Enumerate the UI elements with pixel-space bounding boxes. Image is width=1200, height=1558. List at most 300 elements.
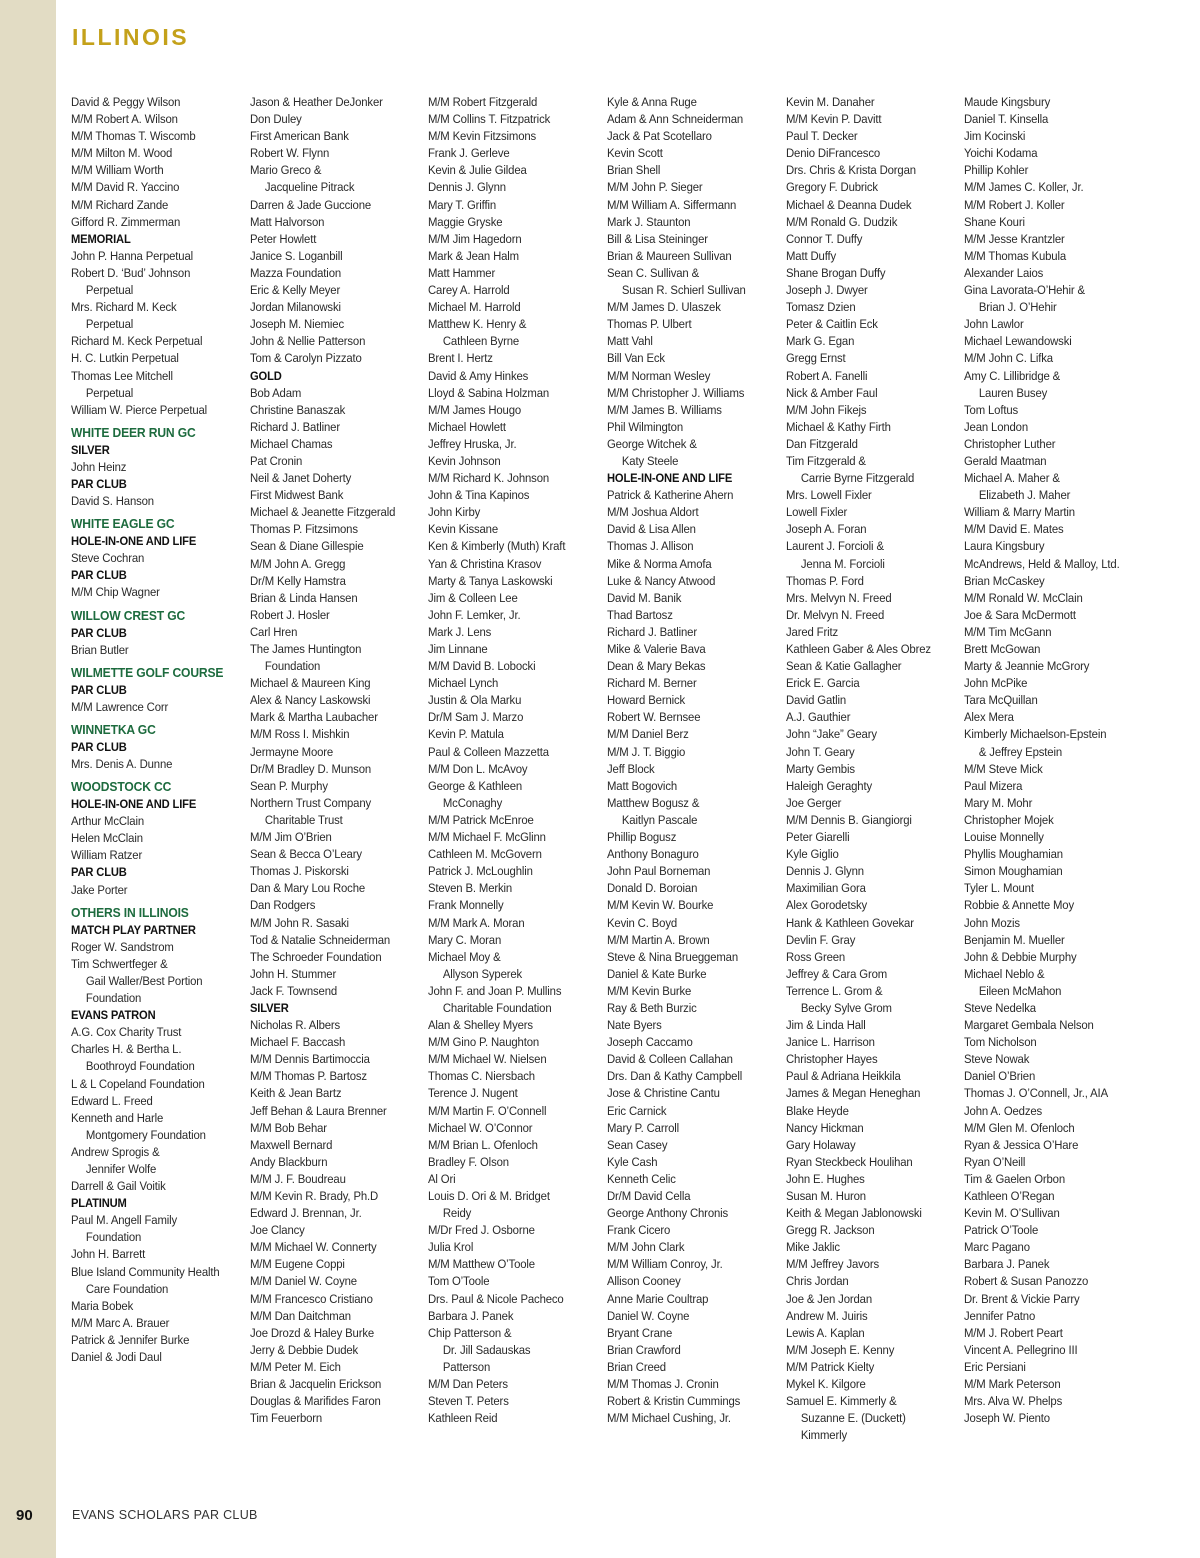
donor-name: M/M Ronald W. McClain bbox=[964, 590, 1083, 605]
donor-name: M/M Lawrence Corr bbox=[71, 699, 169, 714]
donor-name: Matt Halvorson bbox=[250, 214, 325, 229]
donor-name: M/M John Fikejs bbox=[786, 402, 867, 417]
level-heading: PLATINUM bbox=[71, 1196, 127, 1211]
donor-name: Yoichi Kodama bbox=[964, 146, 1038, 161]
donor-name: Northern Trust Company bbox=[250, 795, 372, 810]
donor-name: Kevin C. Boyd bbox=[607, 915, 678, 930]
donor-name: M/M William A. Siffermann bbox=[607, 197, 737, 212]
donor-name: Michael Moy & bbox=[428, 949, 501, 964]
donor-name: M/M Richard Zande bbox=[71, 197, 169, 212]
donor-name: M/M Kevin Fitzsimons bbox=[428, 129, 537, 144]
level-heading: HOLE-IN-ONE AND LIFE bbox=[71, 534, 197, 549]
donor-name: Thad Bartosz bbox=[607, 607, 673, 622]
donor-name: Tom Loftus bbox=[964, 402, 1019, 417]
level-heading: PAR CLUB bbox=[71, 568, 127, 583]
donor-name: Maude Kingsbury bbox=[964, 95, 1051, 109]
donor-name: M/M William Worth bbox=[71, 163, 164, 178]
donor-name: Thomas Lee Mitchell bbox=[71, 368, 173, 383]
donor-name: Tomasz Dzien bbox=[786, 300, 856, 315]
donor-name: Brent I. Hertz bbox=[428, 351, 493, 366]
donor-name: M/M James D. Ulaszek bbox=[607, 300, 721, 315]
donor-name: Tod & Natalie Schneiderman bbox=[250, 932, 391, 947]
donor-name: Daniel O’Brien bbox=[964, 1069, 1036, 1084]
donor-name: Gregg Ernst bbox=[786, 351, 846, 366]
donor-name: Carey A. Harrold bbox=[428, 283, 510, 298]
donor-name: Dr/M Sam J. Marzo bbox=[428, 710, 524, 725]
donor-name: Jean London bbox=[964, 419, 1029, 434]
donor-name: Michael M. Harrold bbox=[428, 300, 521, 315]
donor-name: Mike & Valerie Bava bbox=[607, 642, 706, 656]
donor-name: Barbara J. Panek bbox=[428, 1308, 514, 1323]
club-heading: OTHERS IN ILLINOIS bbox=[71, 904, 189, 920]
donor-name: John McPike bbox=[964, 676, 1028, 691]
donor-name: Mrs. Richard M. Keck bbox=[71, 300, 177, 315]
donor-name: M/M J. Robert Peart bbox=[964, 1325, 1063, 1340]
donor-name: Alan & Shelley Myers bbox=[428, 1018, 533, 1033]
donor-name: Maria Bobek bbox=[71, 1298, 134, 1313]
donor-name: Kenneth Celic bbox=[607, 1171, 676, 1186]
donor-name: Eric Carnick bbox=[607, 1103, 667, 1118]
donor-name: Richard M. Berner bbox=[607, 676, 697, 691]
donor-name: M/M Michael W. Nielsen bbox=[428, 1052, 547, 1067]
donor-name: Robert W. Flynn bbox=[250, 146, 330, 161]
donor-name: M/M Patrick Kielty bbox=[786, 1359, 875, 1374]
donor-name: Mrs. Denis A. Dunne bbox=[71, 757, 173, 771]
donor-name: William & Marry Martin bbox=[964, 505, 1075, 520]
club-heading: WHITE EAGLE GC bbox=[71, 516, 175, 532]
donor-name: Mrs. Melvyn N. Freed bbox=[786, 590, 892, 605]
donor-name: Allison Cooney bbox=[607, 1274, 681, 1289]
donor-name: Matt Bogovich bbox=[607, 778, 678, 793]
donor-name: Samuel E. Kimmerly & bbox=[786, 1394, 897, 1409]
donor-name-continued: Perpetual bbox=[85, 317, 134, 332]
donor-name: M/M Dan Daitchman bbox=[250, 1308, 351, 1323]
donor-name: Ross Green bbox=[786, 949, 846, 964]
donor-name-continued: Jenna M. Forcioli bbox=[800, 556, 885, 571]
donor-name: M/M Milton M. Wood bbox=[71, 146, 173, 161]
donor-name: Jared Fritz bbox=[786, 624, 839, 639]
donor-name: M/M Jesse Krantzler bbox=[964, 231, 1065, 246]
donor-name: M/M Jeffrey Javors bbox=[786, 1257, 880, 1272]
level-heading: EVANS PATRON bbox=[71, 1008, 156, 1023]
donor-name: Sean & Katie Gallagher bbox=[786, 659, 902, 674]
donor-name: Paul & Adriana Heikkila bbox=[786, 1069, 901, 1084]
donor-name: Thomas P. Fitzsimons bbox=[250, 522, 358, 537]
donor-name: Alex Gorodetsky bbox=[786, 898, 868, 913]
donor-name: M/M Richard K. Johnson bbox=[428, 471, 550, 486]
donor-name: The James Huntington bbox=[250, 642, 362, 656]
donor-name: M/M Dennis Bartimoccia bbox=[250, 1052, 370, 1067]
donor-name: Sean & Becca O’Leary bbox=[250, 847, 362, 862]
donor-name: Jim Kocinski bbox=[964, 129, 1026, 144]
donor-name: John A. Oedzes bbox=[964, 1103, 1043, 1118]
donor-name: Dan Rodgers bbox=[250, 898, 316, 913]
level-heading: PAR CLUB bbox=[71, 682, 127, 697]
donor-name: Steven T. Peters bbox=[428, 1394, 509, 1409]
donor-name: Dan Fitzgerald bbox=[786, 436, 858, 451]
donor-name: Jack F. Townsend bbox=[250, 983, 338, 998]
donor-name: M/M Thomas P. Bartosz bbox=[250, 1069, 367, 1084]
donor-name: Barbara J. Panek bbox=[964, 1257, 1050, 1272]
donor-name: A.J. Gauthier bbox=[786, 710, 851, 725]
donor-name: Jordan Milanowski bbox=[250, 300, 341, 315]
donor-name: Thomas C. Niersbach bbox=[428, 1069, 535, 1084]
donor-name: M/M Steve Mick bbox=[964, 761, 1043, 776]
donor-name: M/M Collins T. Fitzpatrick bbox=[428, 112, 551, 127]
donor-name: Shane Brogan Duffy bbox=[786, 265, 886, 280]
donor-name: Nate Byers bbox=[607, 1018, 662, 1033]
donor-name: Dr/M Bradley D. Munson bbox=[250, 761, 372, 776]
donor-name: James & Megan Heneghan bbox=[786, 1086, 921, 1101]
donor-name: M/M John R. Sasaki bbox=[250, 915, 349, 930]
donor-name-continued: Jennifer Wolfe bbox=[85, 1161, 157, 1176]
club-heading: WILMETTE GOLF COURSE bbox=[71, 664, 224, 680]
donor-name: Kyle Giglio bbox=[786, 847, 839, 862]
donor-name: M/M Michael F. McGlinn bbox=[428, 830, 546, 845]
donor-name: John H. Barrett bbox=[71, 1247, 146, 1262]
donor-name-continued: Reidy bbox=[442, 1206, 472, 1221]
donor-name: Christopher Hayes bbox=[786, 1052, 878, 1067]
donor-name: M/M Kevin Burke bbox=[607, 983, 692, 998]
donor-name: Jermayne Moore bbox=[250, 744, 334, 759]
donor-name: Janice S. Loganbill bbox=[250, 248, 343, 263]
donor-name: Drs. Chris & Krista Dorgan bbox=[786, 163, 916, 178]
donor-name: Shane Kouri bbox=[964, 214, 1025, 229]
donor-name: Sean C. Sullivan & bbox=[607, 265, 699, 280]
donor-name: M/M Martin A. Brown bbox=[607, 932, 710, 947]
club-heading: WILLOW CREST GC bbox=[71, 607, 186, 623]
donor-name: Darren & Jade Guccione bbox=[250, 197, 372, 212]
donor-name: Mrs. Alva W. Phelps bbox=[964, 1394, 1063, 1409]
level-heading: PAR CLUB bbox=[71, 739, 127, 754]
donor-name: M/M Joshua Aldort bbox=[607, 505, 699, 520]
donor-name: Jeff Block bbox=[607, 761, 655, 776]
donor-name-continued: Becky Sylve Grom bbox=[800, 1000, 892, 1015]
donor-name: George Witchek & bbox=[607, 436, 697, 451]
donor-column-1 bbox=[71, 94, 249, 1366]
donor-name: M/M Marc A. Brauer bbox=[71, 1315, 170, 1330]
level-heading: SILVER bbox=[71, 442, 110, 457]
donor-name: Brian & Maureen Sullivan bbox=[607, 248, 732, 263]
donor-name: Robert D. ‘Bud’ Johnson bbox=[71, 265, 191, 280]
donor-name: Andrew Sprogis & bbox=[71, 1144, 160, 1159]
donor-name-continued: Jacqueline Pitrack bbox=[264, 180, 355, 195]
donor-name: M/M Robert A. Wilson bbox=[71, 112, 178, 127]
donor-name: Patrick J. McLoughlin bbox=[428, 864, 533, 879]
donor-name: Kevin Scott bbox=[607, 146, 663, 161]
page-number: 90 bbox=[16, 1507, 33, 1524]
donor-name: Tim Schwertfeger & bbox=[71, 956, 168, 971]
donor-name: Kathleen Reid bbox=[428, 1411, 498, 1426]
donor-name: Robert A. Fanelli bbox=[786, 368, 868, 383]
donor-name: Mike Jaklic bbox=[786, 1240, 840, 1255]
publication-name: EVANS SCHOLARS PAR CLUB bbox=[72, 1508, 258, 1522]
donor-name: Peter & Caitlin Eck bbox=[786, 317, 878, 332]
donor-name: M/M David E. Mates bbox=[964, 522, 1064, 537]
donor-name: David & Peggy Wilson bbox=[71, 95, 181, 109]
donor-name: David & Colleen Callahan bbox=[607, 1052, 733, 1067]
donor-name: Mark J. Lens bbox=[428, 624, 492, 639]
level-heading: MEMORIAL bbox=[71, 231, 131, 246]
donor-name: M/M Ronald G. Dudzik bbox=[786, 214, 898, 229]
donor-name: Keith & Megan Jablonowski bbox=[786, 1206, 922, 1221]
donor-name: Brett McGowan bbox=[964, 642, 1041, 656]
donor-name-continued: Boothroyd Foundation bbox=[85, 1059, 195, 1074]
donor-name: Nicholas R. Albers bbox=[250, 1018, 341, 1033]
donor-name: Edward J. Brennan, Jr. bbox=[250, 1206, 362, 1221]
donor-name: M/M Michael Cushing, Jr. bbox=[607, 1411, 731, 1426]
donor-name: Janice L. Harrison bbox=[786, 1035, 875, 1050]
donor-name: Matthew Bogusz & bbox=[607, 795, 700, 810]
donor-name: John & Debbie Murphy bbox=[964, 949, 1077, 964]
donor-name: Neil & Janet Doherty bbox=[250, 471, 352, 486]
donor-name: M/M Gino P. Naughton bbox=[428, 1035, 540, 1050]
donor-name: Mary C. Moran bbox=[428, 932, 502, 947]
donor-name: Eric & Kelly Meyer bbox=[250, 283, 341, 298]
donor-name: Blake Heyde bbox=[786, 1103, 849, 1118]
donor-name: M/M Bob Behar bbox=[250, 1120, 327, 1135]
donor-name: John & Nellie Patterson bbox=[250, 334, 366, 349]
donor-name: Hank & Kathleen Govekar bbox=[786, 915, 914, 930]
donor-name: John E. Hughes bbox=[786, 1171, 865, 1186]
donor-name: Sean Casey bbox=[607, 1137, 668, 1152]
donor-name: Drs. Paul & Nicole Pacheco bbox=[428, 1291, 564, 1306]
donor-name: Ken & Kimberly (Muth) Kraft bbox=[428, 539, 566, 554]
donor-name: Carl Hren bbox=[250, 624, 298, 639]
donor-name: Mary M. Mohr bbox=[964, 795, 1033, 810]
donor-name: Mary T. Griffin bbox=[428, 197, 497, 212]
donor-name: Jeffrey & Cara Grom bbox=[786, 966, 888, 981]
level-heading: PAR CLUB bbox=[71, 865, 127, 880]
donor-name: Patrick & Jennifer Burke bbox=[71, 1332, 190, 1347]
level-heading: PAR CLUB bbox=[71, 476, 127, 491]
donor-name: Laura Kingsbury bbox=[964, 539, 1045, 554]
donor-name: Paul Mizera bbox=[964, 778, 1023, 793]
donor-name: John H. Stummer bbox=[250, 966, 337, 981]
donor-name: Tom O’Toole bbox=[428, 1274, 490, 1289]
donor-name: Eric Persiani bbox=[964, 1359, 1026, 1374]
donor-name: The Schroeder Foundation bbox=[250, 949, 382, 964]
donor-name: Dennis J. Glynn bbox=[786, 864, 864, 879]
donor-name: Maxwell Bernard bbox=[250, 1137, 333, 1152]
donor-name: Susan M. Huron bbox=[786, 1189, 866, 1203]
donor-name: Bradley F. Olson bbox=[428, 1154, 509, 1169]
donor-name: M/M James C. Koller, Jr. bbox=[964, 180, 1084, 195]
donor-name: John & Tina Kapinos bbox=[428, 488, 530, 503]
donor-name: Jose & Christine Cantu bbox=[607, 1086, 720, 1101]
donor-name: M/M Mark A. Moran bbox=[428, 915, 525, 930]
donor-name: Mary P. Carroll bbox=[607, 1120, 680, 1135]
donor-name: M/M Chip Wagner bbox=[71, 585, 160, 600]
donor-name: John P. Hanna Perpetual bbox=[71, 248, 193, 263]
donor-name-continued: Brian J. O’Hehir bbox=[978, 300, 1057, 315]
donor-name: Ryan Steckbeck Houlihan bbox=[786, 1154, 913, 1169]
donor-name: Louis D. Ori & M. Bridget bbox=[428, 1189, 550, 1203]
donor-name: Donald D. Boroian bbox=[607, 881, 698, 896]
donor-name: Joseph J. Dwyer bbox=[786, 283, 868, 298]
donor-name: Terrence L. Grom & bbox=[786, 983, 883, 998]
donor-name: Brian & Jacquelin Erickson bbox=[250, 1377, 382, 1392]
donor-name: Robert & Kristin Cummings bbox=[607, 1394, 741, 1409]
level-heading: HOLE-IN-ONE AND LIFE bbox=[607, 471, 733, 486]
donor-name: Daniel W. Coyne bbox=[607, 1308, 690, 1323]
donor-name: Haleigh Geraghty bbox=[786, 778, 872, 793]
donor-name-continued: Cathleen Byrne bbox=[442, 334, 520, 349]
donor-name: Joe & Sara McDermott bbox=[964, 607, 1076, 622]
donor-name: Robbie & Annette Moy bbox=[964, 898, 1075, 913]
level-heading: SILVER bbox=[250, 1000, 289, 1015]
donor-name: Frank Monnelly bbox=[428, 898, 504, 913]
donor-name: Robert J. Hosler bbox=[250, 607, 330, 622]
donor-name: M/M Joseph E. Kenny bbox=[786, 1342, 895, 1357]
donor-name-continued: Perpetual bbox=[85, 385, 134, 400]
donor-name: Justin & Ola Marku bbox=[428, 693, 522, 708]
donor-name: Michael A. Maher & bbox=[964, 471, 1060, 486]
donor-name: Kevin Kissane bbox=[428, 522, 499, 537]
donor-name: M/M J. F. Boudreau bbox=[250, 1171, 346, 1186]
donor-name: Louise Monnelly bbox=[964, 830, 1044, 845]
donor-name: M/M Mark Peterson bbox=[964, 1377, 1061, 1392]
donor-name: Steve & Nina Brueggeman bbox=[607, 949, 738, 964]
donor-name: Joe Gerger bbox=[786, 795, 842, 810]
donor-name: Michael W. O’Connor bbox=[428, 1120, 533, 1135]
donor-name: Michael Lynch bbox=[428, 676, 499, 691]
donor-name: M/M Thomas T. Wiscomb bbox=[71, 129, 196, 144]
donor-name-continued: Kaitlyn Pascale bbox=[621, 812, 698, 827]
donor-name: M/M Robert J. Koller bbox=[964, 197, 1065, 212]
donor-name: John Mozis bbox=[964, 915, 1020, 930]
donor-name: Phillip Kohler bbox=[964, 163, 1029, 178]
donor-name: Chris Jordan bbox=[786, 1274, 849, 1289]
donor-name-continued: Kimmerly bbox=[800, 1428, 848, 1443]
donor-name: Matthew K. Henry & bbox=[428, 317, 527, 332]
donor-name: Howard Bernick bbox=[607, 693, 686, 708]
donor-name: Richard J. Batliner bbox=[250, 419, 340, 434]
donor-name: Mark J. Staunton bbox=[607, 214, 691, 229]
donor-name-continued: Montgomery Foundation bbox=[85, 1127, 206, 1142]
donor-name: Joseph Caccamo bbox=[607, 1035, 693, 1050]
donor-name: Julia Krol bbox=[428, 1240, 474, 1255]
donor-name: M/M Brian L. Ofenloch bbox=[428, 1137, 538, 1152]
donor-name: Blue Island Community Health bbox=[71, 1264, 220, 1279]
donor-name: Peter Howlett bbox=[250, 231, 317, 246]
donor-name: Christopher Luther bbox=[964, 436, 1056, 451]
donor-name: Thomas P. Ford bbox=[786, 573, 864, 588]
donor-name: Mark & Martha Laubacher bbox=[250, 710, 378, 725]
donor-name: Bill Van Eck bbox=[607, 351, 665, 366]
donor-name: Dr/M Kelly Hamstra bbox=[250, 573, 346, 588]
donor-name: M/M John Clark bbox=[607, 1240, 685, 1255]
donor-name: Michael Neblo & bbox=[964, 966, 1045, 981]
donor-name: Richard J. Batliner bbox=[607, 624, 697, 639]
donor-name: M/M Robert Fitzgerald bbox=[428, 95, 538, 109]
donor-name-continued: Elizabeth J. Maher bbox=[978, 488, 1071, 503]
donor-name: Patrick O’Toole bbox=[964, 1223, 1039, 1238]
donor-name: Michael & Maureen King bbox=[250, 676, 371, 691]
donor-name: Laurent J. Forcioli & bbox=[786, 539, 884, 554]
donor-name: Patrick & Katherine Ahern bbox=[607, 488, 734, 503]
donor-name: Erick E. Garcia bbox=[786, 676, 860, 691]
level-heading: PAR CLUB bbox=[71, 625, 127, 640]
donor-name: Alex Mera bbox=[964, 710, 1014, 725]
donor-name: Cathleen M. McGovern bbox=[428, 847, 542, 862]
donor-name: Daniel & Kate Burke bbox=[607, 966, 707, 981]
donor-name: Margaret Gembala Nelson bbox=[964, 1018, 1094, 1033]
donor-name: Michael Howlett bbox=[428, 419, 506, 434]
donor-name: M/M David R. Yaccino bbox=[71, 180, 180, 195]
donor-name: Jack & Pat Scotellaro bbox=[607, 129, 712, 144]
donor-name: M/M Norman Wesley bbox=[607, 368, 711, 383]
donor-name: Tim & Gaelen Orbon bbox=[964, 1171, 1066, 1186]
donor-name: John Paul Borneman bbox=[607, 864, 711, 879]
donor-name: Robert W. Bernsee bbox=[607, 710, 701, 725]
donor-name-continued: Carrie Byrne Fitzgerald bbox=[800, 471, 915, 486]
donor-name: John F. Lemker, Jr. bbox=[428, 607, 521, 622]
donor-name: M/M Don L. McAvoy bbox=[428, 761, 528, 776]
donor-name: Kimberly Michaelson-Epstein bbox=[964, 727, 1107, 742]
donor-name: M/M Jim Hagedorn bbox=[428, 231, 522, 246]
donor-name: M/M Kevin W. Bourke bbox=[607, 898, 714, 913]
donor-name-continued: & Jeffrey Epstein bbox=[978, 744, 1062, 759]
donor-name-continued: Care Foundation bbox=[85, 1281, 169, 1296]
donor-name-continued: Charitable Trust bbox=[264, 812, 343, 827]
donor-name: Brian & Linda Hansen bbox=[250, 590, 358, 605]
donor-name: Anne Marie Coultrap bbox=[607, 1291, 709, 1306]
donor-name: Keith & Jean Bartz bbox=[250, 1086, 342, 1101]
level-heading: HOLE-IN-ONE AND LIFE bbox=[71, 797, 197, 812]
donor-name: Brian Crawford bbox=[607, 1342, 681, 1357]
donor-name: L & L Copeland Foundation bbox=[71, 1076, 205, 1091]
level-heading: GOLD bbox=[250, 368, 282, 383]
donor-name: Michael & Kathy Firth bbox=[786, 419, 891, 434]
donor-name: Tara McQuillan bbox=[964, 693, 1038, 708]
donor-name: Charles H. & Bertha L. bbox=[71, 1042, 182, 1057]
donor-name: Kyle Cash bbox=[607, 1154, 658, 1169]
donor-name-continued: Gail Waller/Best Portion bbox=[85, 973, 203, 988]
donor-name: Brian Butler bbox=[71, 642, 129, 657]
donor-name: Daniel & Jodi Daul bbox=[71, 1350, 162, 1364]
donor-name: Ray & Beth Burzic bbox=[607, 1000, 697, 1015]
donor-name: Paul & Colleen Mazzetta bbox=[428, 744, 549, 759]
donor-name: Jake Porter bbox=[71, 882, 128, 897]
donor-name: Luke & Nancy Atwood bbox=[607, 573, 716, 588]
donor-name: Jerry & Debbie Dudek bbox=[250, 1342, 359, 1357]
donor-name: Mazza Foundation bbox=[250, 265, 342, 280]
donor-name: Kyle & Anna Ruge bbox=[607, 95, 697, 109]
donor-name: M/M Daniel W. Coyne bbox=[250, 1274, 357, 1289]
donor-name: Devlin F. Gray bbox=[786, 932, 856, 947]
donor-name: Gifford R. Zimmerman bbox=[71, 214, 181, 229]
donor-name: Gregory F. Dubrick bbox=[786, 180, 878, 195]
donor-name: Yan & Christina Krasov bbox=[428, 556, 542, 571]
donor-name-continued: Suzanne E. (Duckett) bbox=[800, 1411, 906, 1426]
donor-name: Dr. Melvyn N. Freed bbox=[786, 607, 885, 622]
donor-name: Jeff Behan & Laura Brenner bbox=[250, 1103, 387, 1118]
donor-name: Tyler L. Mount bbox=[964, 881, 1034, 896]
club-heading: WOODSTOCK CC bbox=[71, 779, 172, 795]
donor-name: M/M Dennis B. Giangiorgi bbox=[786, 812, 912, 827]
donor-name: Pat Cronin bbox=[250, 453, 303, 468]
donor-column-5 bbox=[786, 94, 964, 1444]
donor-name: M/M Christopher J. Williams bbox=[607, 385, 745, 400]
donor-name: Michael Chamas bbox=[250, 436, 333, 451]
donor-name: Steve Nedelka bbox=[964, 1000, 1036, 1015]
donor-name: Gerald Maatman bbox=[964, 453, 1047, 468]
donor-name: Dr. Brent & Vickie Parry bbox=[964, 1291, 1080, 1306]
donor-name: Matt Duffy bbox=[786, 248, 837, 263]
donor-name: M/M Daniel Berz bbox=[607, 727, 689, 742]
donor-name: Jeffrey Hruska, Jr. bbox=[428, 436, 517, 451]
